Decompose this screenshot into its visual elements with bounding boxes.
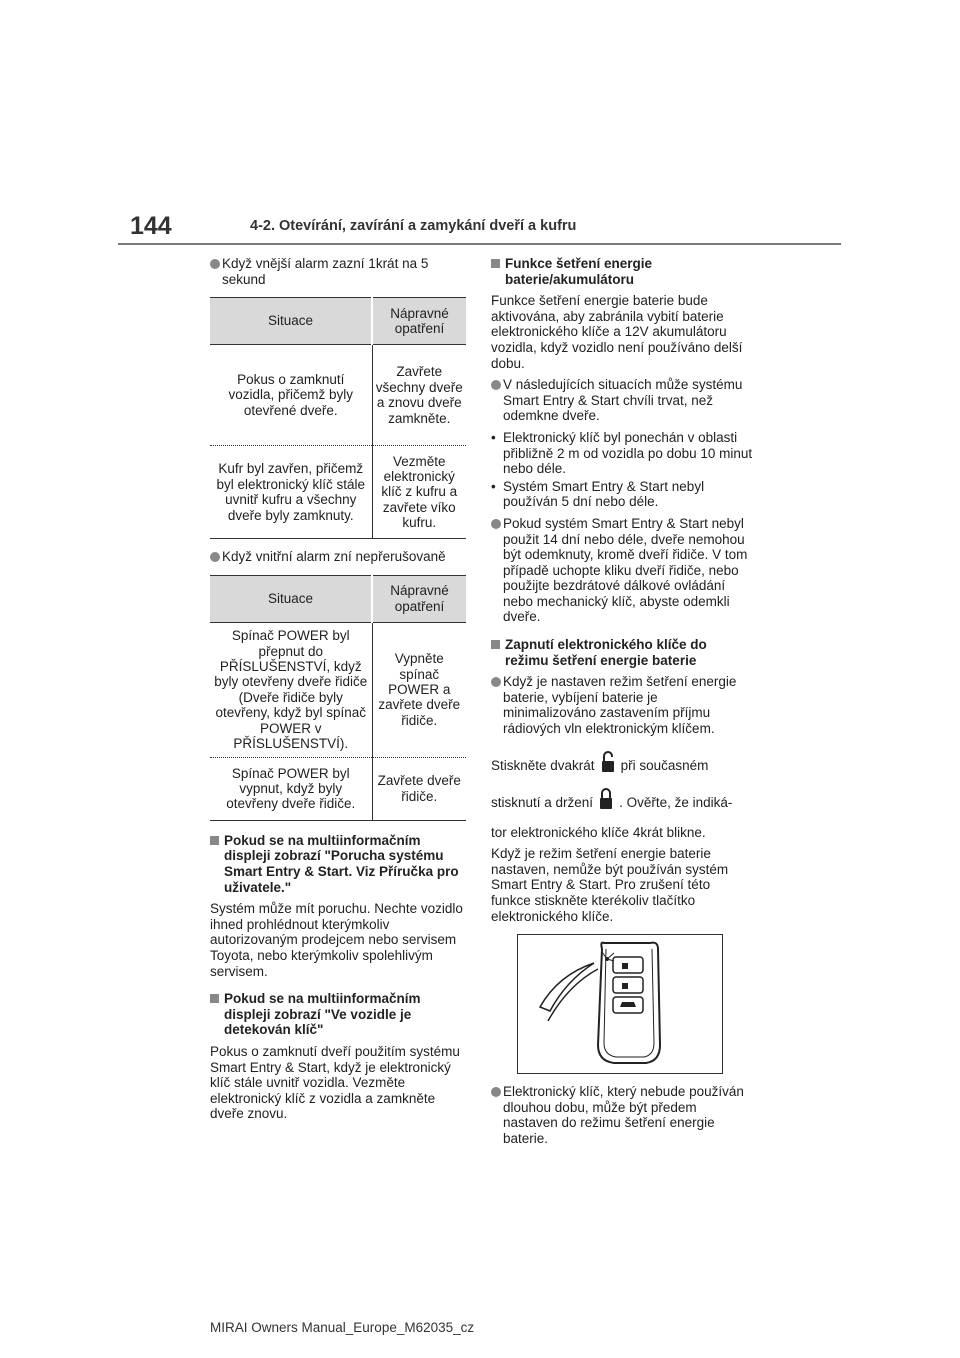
- subheading: [210, 991, 465, 1038]
- dash-item: [491, 479, 753, 510]
- smart-key-drawing: [518, 935, 722, 1073]
- bullet-dot-icon: [491, 677, 501, 687]
- left-column: [210, 256, 465, 1128]
- instruction-line: [491, 751, 753, 782]
- table-cell: Zavřete dveře řidiče.: [372, 757, 466, 820]
- bullet-item: [491, 674, 753, 736]
- table-row: [210, 345, 466, 446]
- table-cell: Vypněte spínač POWER a zavřete dveře řidiče.: [372, 622, 466, 757]
- bullet-item: [491, 1084, 753, 1146]
- paragraph: Funkce šetření energie baterie bude aktivována, aby zabránila vybití baterie elektronického klíče a 12V akumulátoru vozidla, když vozidlo není používáno delší dobu.: [491, 293, 743, 371]
- table-row: [210, 622, 466, 757]
- bullet-text: Elektronický klíč, který nebude používán dlouhou dobu, může být předem nastaven do režimu šetření energie baterie.: [503, 1084, 744, 1146]
- dash-text: Elektronický klíč byl ponechán v oblasti přibližně 2 m od vozidla po dobu 10 minut nebo déle.: [503, 429, 753, 477]
- smart-key-illustration: [517, 934, 723, 1074]
- instruction-text: při současném: [620, 757, 709, 773]
- bullet-dot-icon: [210, 552, 220, 562]
- table-header-remedy: Nápravné opatření: [372, 575, 466, 622]
- table-row: [210, 757, 466, 820]
- dash-item: [491, 430, 753, 477]
- table-header-situation: Situace: [210, 575, 372, 622]
- bullet-text: Pokud systém Smart Entry & Start nebyl použit 14 dní nebo déle, dveře nemohou být odemknuty, kromě dveří řidiče. V tom případě uchopte kliku dveří řidiče, nebo použijte bezdrátové dálkové ovládání nebo mechanický klíč, abyste odemkli dveře.: [503, 515, 748, 625]
- table-cell: Spínač POWER byl přepnut do PŘÍSLUŠENSTVÍ, když byly otevřeny dveře řidiče (Dveře řidiče byly otevřeny, když byl spínač POWER v PŘÍSLUŠENSTVÍ).: [210, 622, 372, 757]
- alarm-table-interior: [210, 575, 466, 821]
- bullet-dot-icon: [210, 259, 220, 269]
- alarm-table-exterior: [210, 297, 466, 539]
- page-number: 144: [130, 212, 172, 240]
- table-cell: Kufr byl zavřen, přičemž byl elektronický klíč stále uvnitř kufru a všechny dveře byly zamknuty.: [210, 446, 372, 539]
- table-cell: Spínač POWER byl vypnut, když byly otevřeny dveře řidiče.: [210, 757, 372, 820]
- subheading-text: Pokud se na multiinformačním displeji zobrazí "Ve vozidle je detekován klíč": [224, 991, 421, 1038]
- table-header-remedy: Nápravné opatření: [372, 298, 466, 345]
- section-title: 4-2. Otevírání, zavírání a zamykání dveří a kufru: [250, 218, 577, 234]
- paragraph: Systém může mít poruchu. Nechte vozidlo ihned prohlédnout kterýmkoliv autorizovaným prodejcem nebo servisem Toyota, nebo kterýmkoliv spolehlivým servisem.: [210, 901, 463, 979]
- lock-icon: [599, 788, 613, 819]
- instruction-text: . Ověřte, že indiká-: [619, 794, 733, 810]
- subheading-text: Pokud se na multiinformačním displeji zobrazí "Porucha systému Smart Entry & Start. Viz Příručka pro uživatele.": [224, 832, 459, 895]
- subheading: [210, 833, 465, 895]
- bullet-item: [491, 377, 753, 424]
- bullet-dot-icon: [491, 380, 501, 390]
- subheading: [491, 256, 753, 287]
- dash-text: Systém Smart Entry & Start nebyl používán 5 dní nebo déle.: [503, 478, 705, 510]
- paragraph: Pokus o zamknutí dveří použitím systému Smart Entry & Start, když je elektronický klíč stále uvnitř vozidla. Vezměte elektronický klíč z vozidla a zamkněte dveře znovu.: [210, 1043, 460, 1122]
- instruction-line: tor elektronického klíče 4krát blikne.: [491, 824, 706, 840]
- square-bullet-icon: [210, 836, 219, 845]
- table-cell: Pokus o zamknutí vozidla, přičemž byly otevřené dveře.: [210, 345, 372, 446]
- table-header-situation: Situace: [210, 298, 372, 345]
- square-bullet-icon: [491, 259, 500, 268]
- instruction-line: [491, 788, 753, 819]
- table-cell: Zavřete všechny dveře a znovu dveře zamkněte.: [372, 345, 466, 446]
- instruction-text: Stiskněte dvakrát: [491, 757, 595, 773]
- dash-bullet: •: [491, 478, 496, 494]
- bullet-text: Když vnitřní alarm zní nepřerušovaně: [222, 549, 446, 565]
- bullet-dot-icon: [491, 1087, 501, 1097]
- bullet-text: Když je nastaven režim šetření energie baterie, vybíjení baterie je minimalizováno zastavením příjmu rádiových vln elektronickým klíčem.: [503, 674, 737, 737]
- bullet-item: [210, 256, 465, 287]
- instruction-text: stisknutí a držení: [491, 794, 594, 810]
- subheading-text: Zapnutí elektronického klíče do režimu šetření energie baterie: [505, 637, 707, 668]
- unlock-icon: [601, 751, 615, 782]
- header-rule: [118, 243, 841, 245]
- square-bullet-icon: [210, 994, 219, 1003]
- bullet-item: [210, 549, 465, 565]
- bullet-text: Když vnější alarm zazní 1krát na 5 sekund: [222, 256, 429, 287]
- bullet-text: V následujících situacích může systému Smart Entry & Start chvíli trvat, než odemkne dveře.: [503, 377, 743, 424]
- table-row: [210, 446, 466, 539]
- bullet-item: [491, 516, 753, 625]
- subheading: [491, 637, 753, 668]
- square-bullet-icon: [491, 640, 500, 649]
- bullet-dot-icon: [491, 519, 501, 529]
- dash-bullet: •: [491, 429, 496, 445]
- footer: MIRAI Owners Manual_Europe_M62035_cz: [210, 1320, 475, 1335]
- subheading-text: Funkce šetření energie baterie/akumulátoru: [505, 256, 653, 287]
- paragraph: Když je režim šetření energie baterie nastaven, nemůže být používán systém Smart Entry & Start. Pro zrušení této funkce stiskněte kterékoliv tlačítko elektronického klíče.: [491, 846, 729, 924]
- right-column: [491, 256, 753, 1153]
- table-cell: Vezměte elektronický klíč z kufru a zavřete víko kufru.: [372, 446, 466, 539]
